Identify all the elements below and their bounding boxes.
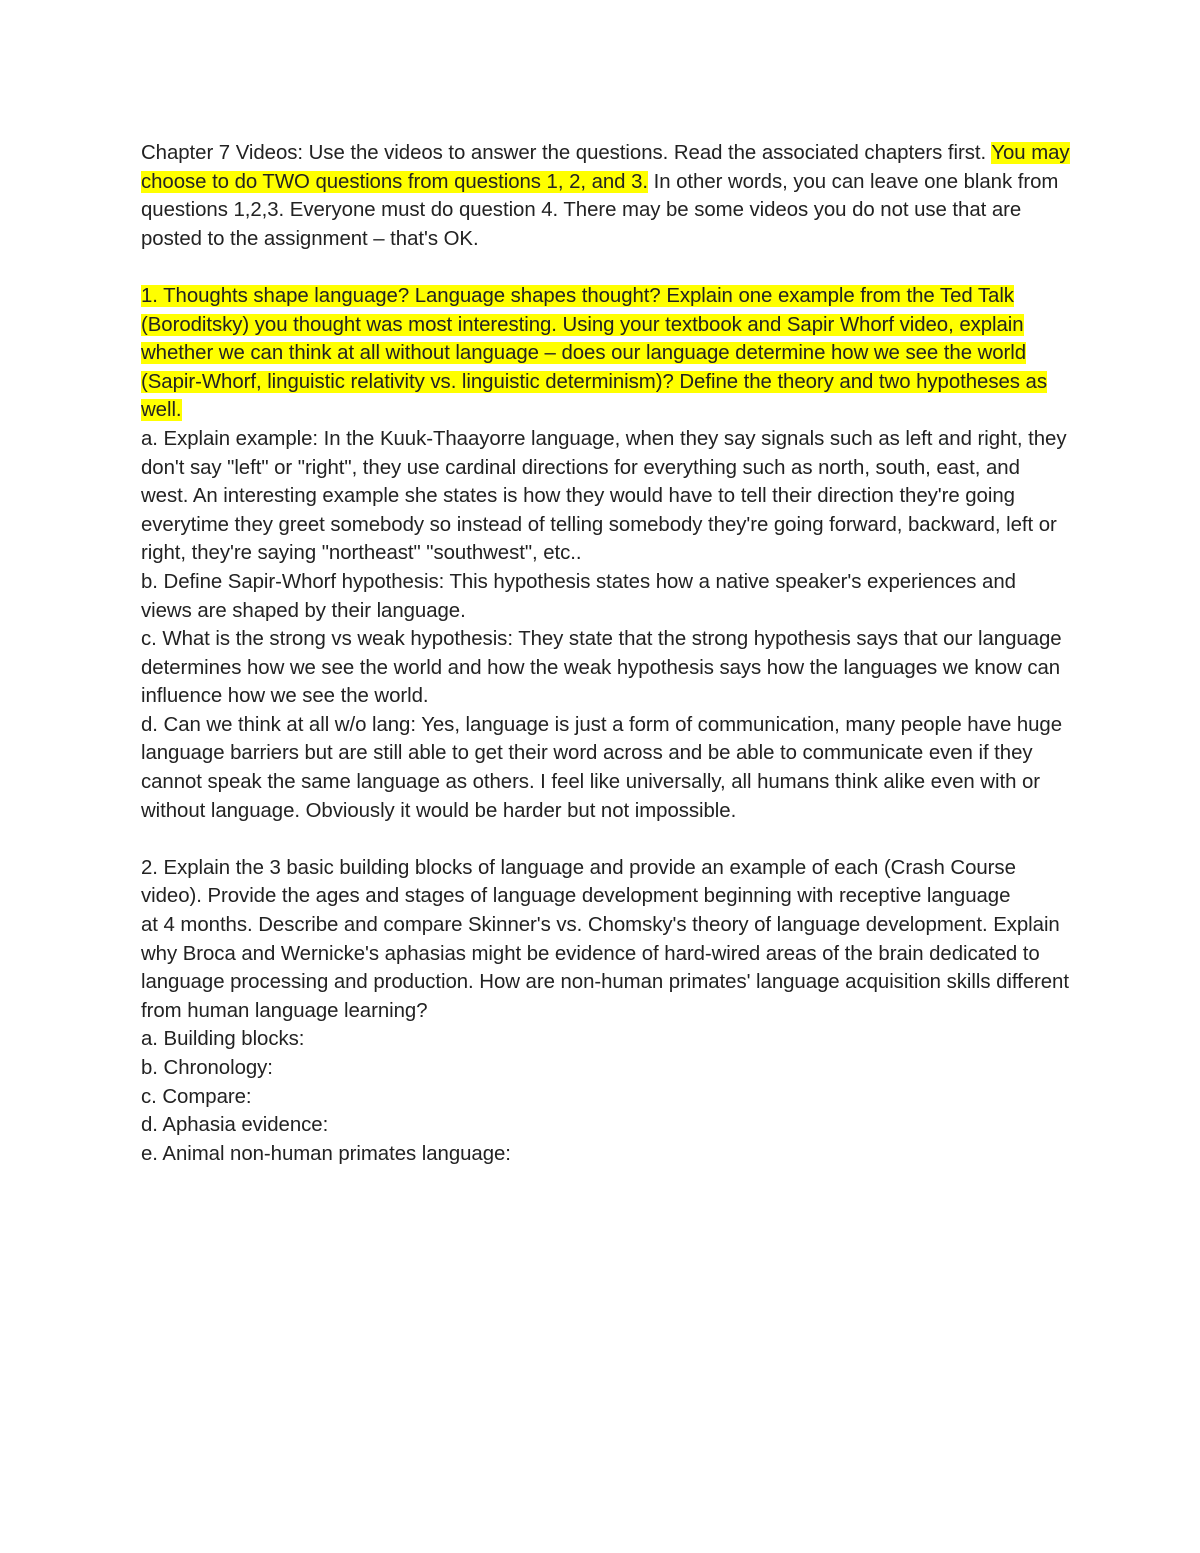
- question-2-answer-b: b. Chronology:: [141, 1057, 273, 1079]
- question-1-answer-a: a. Explain example: In the Kuuk-Thaayorre language, when they say signals such as left and right, they don't say "left" or "right", they use cardinal directions for everything such as north, south, east, and west. An interesting example she states is how they would have to tell their direction they're going everytime they greet somebody so instead of telling somebody they're going forward, backward, left or right, they're saying "northeast" "southwest", etc..: [141, 427, 1067, 565]
- question-1-prompt: [141, 282, 1071, 425]
- question-1-answer-c: c. What is the strong vs weak hypothesis: They state that the strong hypothesis says that our language determines how we see the world and how the weak hypothesis says how the languages we know can influence how we see the world.: [141, 628, 1062, 708]
- question-2-answer-d: d. Aphasia evidence:: [141, 1114, 329, 1137]
- intro-rest: In other words, you can leave one blank from questions 1,2,3. Everyone must do question 4. There may be some videos you do not use that are posted to the assignment – that's OK.: [141, 170, 1059, 250]
- intro-paragraph: [141, 139, 1071, 253]
- question-2-answer-a: a. Building blocks:: [141, 1028, 305, 1051]
- blank-line: [141, 825, 1071, 854]
- question-2-prompt-line-3: at 4 months. Describe and compare Skinner's vs. Chomsky's theory of language development. Explain why Broca and Wernicke's aphasias might be evidence of hard-wired areas of the brain dedicated to language processing and production. How are non-human primates' language acquisition skills different from human language learning?: [141, 914, 1069, 1022]
- question-2-answer-e: e. Animal non-human primates language:: [141, 1142, 511, 1165]
- question-1-answer-b: b. Define Sapir-Whorf hypothesis: This hypothesis states how a native speaker's experiences and views are shaped by their language.: [141, 570, 1016, 622]
- blank-line: [141, 253, 1071, 282]
- question-1-prompt-text: 1. Thoughts shape language? Language shapes thought? Explain one example from the Ted Talk (Boroditsky) you thought was most interesting. Using your textbook and Sapir Whorf video, explain whether we can think at all without language – does our language determine how we see the world (Sapir-Whorf, linguistic relativity vs. linguistic determinism)? Define the theory and two hypotheses as well.: [141, 284, 1047, 422]
- intro-highlight: You may choose to do TWO questions from questions 1, 2, and 3.: [141, 142, 1070, 193]
- question-2-answer-c: c. Compare:: [141, 1085, 252, 1108]
- question-2-prompt-line-2: video). Provide the ages and stages of language development beginning with receptive language: [141, 885, 1011, 908]
- question-1-answer-d: d. Can we think at all w/o lang: Yes, language is just a form of communication, many people have huge language barriers but are still able to get their word across and be able to communicate even if they cannot speak the same language as others. I feel like universally, all humans think alike even with or without language. Obviously it would be harder but not impossible.: [141, 713, 1063, 822]
- document-body: [141, 139, 1071, 1168]
- intro-lead: Chapter 7 Videos: Use the videos to answer the questions. Read the associated chapters first.: [141, 142, 987, 164]
- question-2-prompt-line-1: 2. Explain the 3 basic building blocks of language and provide an example of each (Crash Course: [141, 856, 1016, 879]
